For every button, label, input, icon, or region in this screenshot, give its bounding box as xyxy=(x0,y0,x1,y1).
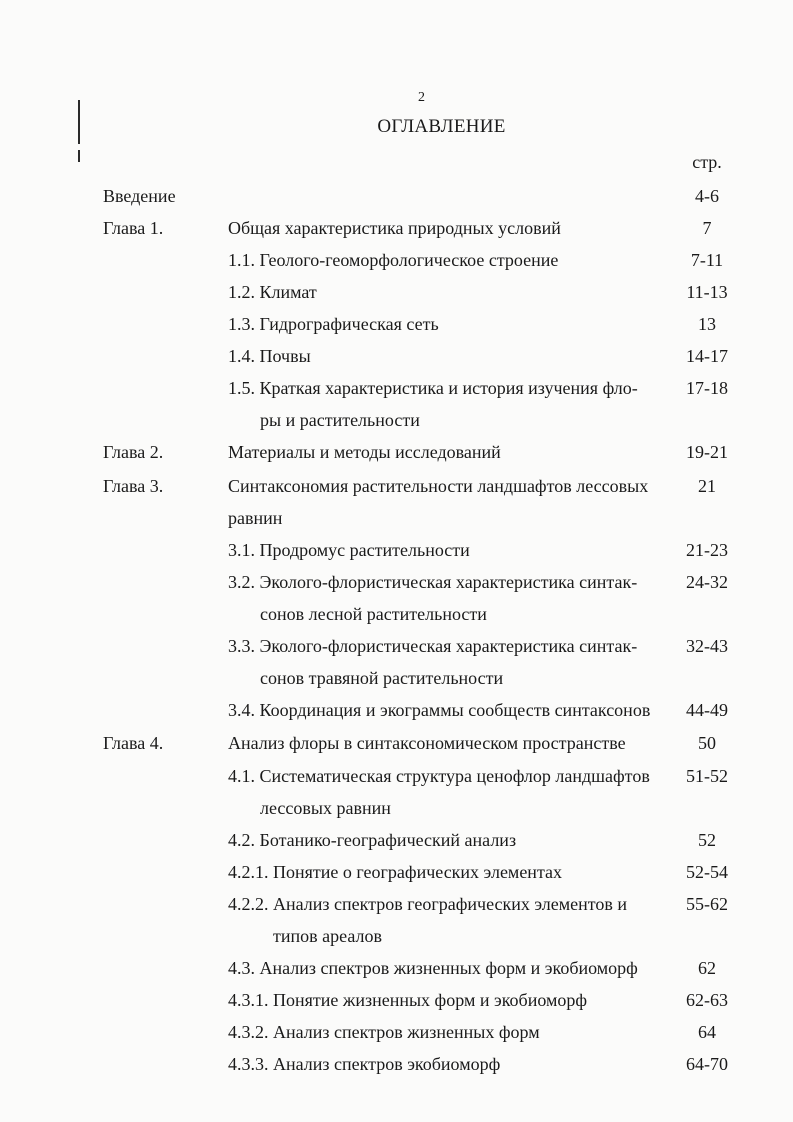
page-title: ОГЛАВЛЕНИЕ xyxy=(377,116,506,137)
pages-column-header: стр. xyxy=(692,152,722,172)
toc-page-range: 21 xyxy=(698,476,716,496)
toc-page-range: 24-32 xyxy=(686,572,728,592)
toc-entry-text: 3.2. Эколого-флористическая характеристика синтак- xyxy=(228,572,638,592)
toc-entry-text: Общая характеристика природных условий xyxy=(228,218,561,238)
toc-page-range: 13 xyxy=(698,314,716,334)
toc-chapter-label: Глава 4. xyxy=(103,733,164,753)
scan-margin-mark xyxy=(78,150,80,162)
toc-entry-text: Анализ флоры в синтаксономическом пространстве xyxy=(228,733,626,753)
toc-page-range: 51-52 xyxy=(686,766,728,786)
toc-entry-text: 4.2. Ботанико-географический анализ xyxy=(228,830,517,850)
toc-page-range: 62-63 xyxy=(686,990,728,1010)
toc-entry-text: 4.3.2. Анализ спектров жизненных форм xyxy=(228,1022,540,1042)
toc-entry-text: 4.3.3. Анализ спектров экобиоморф xyxy=(228,1054,501,1074)
toc-entry-text: Синтаксономия растительности ландшафтов лессовых xyxy=(228,476,649,496)
toc-page-range: 14-17 xyxy=(686,346,728,366)
toc-page-range: 55-62 xyxy=(686,894,728,914)
toc-entry-continuation: равнин xyxy=(228,508,283,528)
toc-entry-continuation: типов ареалов xyxy=(273,926,382,946)
toc-chapter-label: Глава 3. xyxy=(103,476,164,496)
toc-page-range: 62 xyxy=(698,958,716,978)
toc-entry-text: 4.3.1. Понятие жизненных форм и экобиоморф xyxy=(228,990,588,1010)
toc-page-range: 21-23 xyxy=(686,540,728,560)
toc-page-range: 44-49 xyxy=(686,700,728,720)
toc-page-range: 4-6 xyxy=(695,186,719,206)
toc-page-range: 11-13 xyxy=(686,282,728,302)
toc-page-range: 64-70 xyxy=(686,1054,728,1074)
toc-page-range: 19-21 xyxy=(686,442,728,462)
toc-entry-text: 1.1. Геолого-геоморфологическое строение xyxy=(228,250,559,270)
toc-entry-text: 4.2.2. Анализ спектров географических элементов и xyxy=(228,894,628,914)
toc-entry-text: 1.3. Гидрографическая сеть xyxy=(228,314,439,334)
toc-page-range: 17-18 xyxy=(686,378,728,398)
toc-entry-continuation: ры и растительности xyxy=(260,410,420,430)
page-number: 2 xyxy=(418,90,425,105)
toc-page-range: 50 xyxy=(698,733,716,753)
toc-entry-text: 3.3. Эколого-флористическая характеристика синтак- xyxy=(228,636,638,656)
toc-chapter-label: Глава 1. xyxy=(103,218,164,238)
toc-entry-continuation: сонов травяной растительности xyxy=(260,668,504,688)
toc-entry-text: 4.2.1. Понятие о географических элементах xyxy=(228,862,563,882)
toc-chapter-label: Глава 2. xyxy=(103,442,164,462)
toc-entry-continuation: лессовых равнин xyxy=(260,798,391,818)
toc-entry-text: 1.2. Климат xyxy=(228,282,317,302)
toc-entry-text: 1.4. Почвы xyxy=(228,346,311,366)
toc-entry-text: 3.1. Продромус растительности xyxy=(228,540,470,560)
toc-page-range: 7 xyxy=(702,218,712,238)
toc-page-range: 64 xyxy=(698,1022,716,1042)
toc-page-range: 7-11 xyxy=(690,250,724,270)
toc-entry-continuation: сонов лесной растительности xyxy=(260,604,487,624)
toc-page-range: 32-43 xyxy=(686,636,728,656)
toc-entry-text: 4.1. Систематическая структура ценофлор ландшафтов xyxy=(228,766,650,786)
toc-entry-text: 4.3. Анализ спектров жизненных форм и экобиоморф xyxy=(228,958,638,978)
toc-page-range: 52 xyxy=(698,830,716,850)
toc-chapter-label: Введение xyxy=(103,186,176,206)
toc-entry-text: Материалы и методы исследований xyxy=(228,442,501,462)
toc-entry-text: 3.4. Координация и экограммы сообществ синтаксонов xyxy=(228,700,651,720)
toc-entry-text: 1.5. Краткая характеристика и история изучения фло- xyxy=(228,378,638,398)
toc-page-range: 52-54 xyxy=(686,862,728,882)
